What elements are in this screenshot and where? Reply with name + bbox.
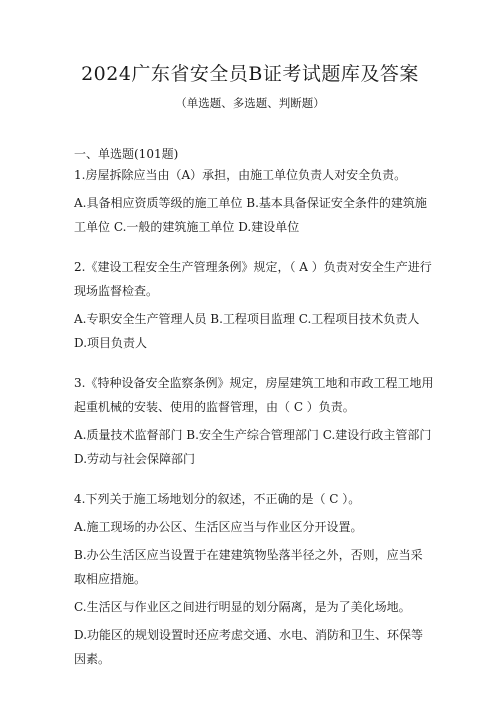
question-option: A.施工现场的办公区、生活区应当与作业区分开设置。 (74, 520, 363, 534)
question-stem: 4.下列关于施工场地划分的叙述，不正确的是（ C ）。 (74, 492, 361, 506)
question-stem: 2.《建设工程安全生产管理条例》规定，（ A ）负责对安全生产进行现场监督检查。 (74, 260, 432, 298)
question-option: C.生活区与作业区之间进行明显的划分隔离，是为了美化场地。 (74, 600, 411, 614)
question-item (74, 371, 434, 471)
question-options: A.具备相应资质等级的施工单位 B.基本具备保证安全条件的建筑施工单位 C.一般的建筑施工单位 D.建设单位 (74, 196, 427, 234)
question-option: B.办公生活区应当设置于在建建筑物坠落半径之外，否则，应当采取相应措施。 (74, 548, 423, 586)
document-subtitle: （单选题、多选题、判断题） (175, 96, 325, 110)
document-title: 2024广东省安全员B证考试题库及答案 (81, 63, 419, 85)
question-list (74, 163, 434, 671)
question-option: D.功能区的规划设置时还应考虑交通、水电、消防和卫生、环保等因素。 (74, 628, 424, 666)
section-heading: 一、单选题(101题) (74, 147, 179, 161)
question-stem: 3.《特种设备安全监察条例》规定，房屋建筑工地和市政工程工地用起重机械的安装、使用的监督管理，由（ C ）负责。 (74, 376, 434, 414)
question-item (74, 487, 434, 671)
question-options: A.专职安全生产管理人员 B.工程项目监理 C.工程项目技术负责人 D.项目负责人 (74, 312, 420, 350)
question-item (74, 255, 434, 355)
question-item (74, 163, 434, 239)
question-options: A.质量技术监督部门 B.安全生产综合管理部门 C.建设行政主管部门 D.劳动与社会保障部门 (74, 428, 432, 466)
question-stem: 1.房屋拆除应当由（A）承担，由施工单位负责人对安全负责。 (74, 168, 407, 182)
